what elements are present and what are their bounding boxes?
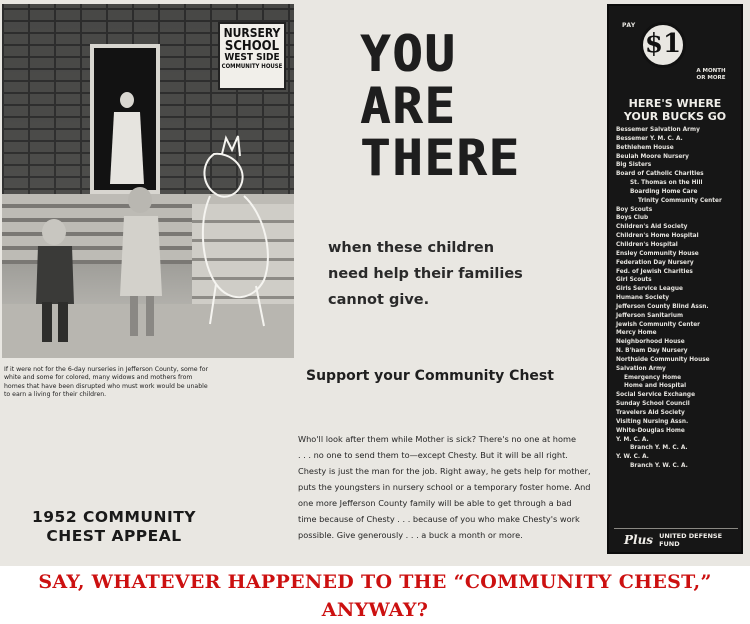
per-line-1: A MONTH	[696, 68, 726, 74]
headline	[360, 25, 540, 187]
subhead-line-2: need help their families	[328, 265, 523, 282]
agency-item: Sunday School Council	[616, 401, 690, 408]
agency-item: Emergency Home	[624, 374, 682, 381]
dollar-coin-icon: $1	[640, 22, 686, 68]
red-caption: SAY, WHATEVER HAPPENED TO THE “COMMUNITY CHEST,” ANYWAY?	[38, 571, 712, 621]
agency-item: Branch Y. W. C. A.	[630, 463, 688, 470]
agency-item: Ensley Community House	[616, 250, 699, 257]
panel-title	[612, 98, 738, 124]
sign-line-2: SCHOOL	[224, 38, 280, 54]
agency-item: Boarding Home Care	[630, 188, 698, 195]
nursery-sign	[218, 22, 286, 90]
agency-item: Jefferson County Blind Assn.	[616, 303, 709, 310]
agency-item: Neighborhood House	[616, 339, 685, 346]
agency-list	[616, 126, 740, 471]
per-line-2: OR MORE	[696, 74, 726, 81]
headline-line-2: ARE	[360, 77, 457, 135]
body-line: one more Jefferson County family will be able to get through a bad	[298, 497, 572, 508]
agency-item: Girl Scouts	[616, 277, 652, 284]
agency-item: Fed. of Jewish Charities	[616, 268, 693, 275]
sign-line-3: WEST SIDE	[224, 52, 280, 64]
agency-item: Boy Scouts	[616, 206, 653, 213]
subhead-line-3: cannot give.	[328, 291, 430, 308]
agency-item: Board of Catholic Charities	[616, 171, 704, 178]
panel-footer	[614, 528, 738, 550]
nursery-photo	[2, 4, 294, 358]
pay-label: PAY	[622, 22, 636, 29]
agency-item: Jefferson Sanitarium	[616, 312, 684, 319]
agency-item: Home and Hospital	[624, 383, 687, 390]
body-line: Who'll look after them while Mother is sick? There's no one at home	[298, 434, 576, 444]
subhead-line-1: when these children	[328, 240, 495, 256]
appeal-line-2: CHEST APPEAL	[46, 526, 182, 545]
agency-item: St. Thomas on the Hill	[630, 180, 703, 187]
plus-label: Plus	[624, 532, 654, 547]
body-line: puts the youngsters in nursery school or a temporary foster home. And	[298, 481, 591, 492]
agency-item: Branch Y. M. C. A.	[630, 445, 688, 452]
panel-title-line-2: YOUR BUCKS GO	[623, 109, 727, 123]
agency-item: Northside Community House	[616, 356, 710, 363]
body-line: Chesty is just the man for the job. Right away, he gets help for mother,	[298, 465, 591, 476]
agency-item: Salvation Army	[616, 365, 666, 372]
agency-item: Jewish Community Center	[616, 321, 701, 328]
appeal-line-1: 1952 COMMUNITY	[31, 508, 197, 526]
defense-fund-label: UNITED DEFENSE FUND	[659, 531, 723, 548]
agency-item: Bessemer Salvation Army	[616, 127, 700, 133]
agency-item: Bessemer Y. M. C. A.	[616, 135, 683, 142]
subheadline	[328, 236, 578, 313]
agency-item: Travelers Aid Society	[616, 410, 685, 416]
agency-item: Y. M. C. A.	[616, 436, 649, 443]
agency-item: Children's Home Hospital	[616, 233, 699, 240]
headline-line-3: THERE	[360, 129, 521, 187]
sign-line-4: COMMUNITY HOUSE	[221, 62, 283, 70]
agency-item: N. B'ham Day Nursery	[616, 348, 688, 355]
sign-line-1: NURSERY	[223, 26, 281, 40]
headline-line-1: YOU	[360, 25, 457, 83]
agency-item: Trinity Community Center	[638, 197, 722, 204]
agency-item: Beulah Moore Nursery	[616, 153, 689, 160]
body-line: . . . no one to send them to—except Chesty. But it will be all right.	[298, 449, 568, 460]
body-line: time because of Chesty . . . because of you who make Chesty's work	[298, 513, 580, 524]
per-month-label	[688, 68, 734, 81]
photo-caption: If it were not for the 6-day nurseries in Jefferson County, some for white and some for colored, many widows and mothers from homes that have been disrupted who must work would be unable to earn a living for their children.	[4, 366, 209, 399]
agency-item: Boys Club	[616, 215, 649, 222]
agency-item: Children's Aid Society	[616, 224, 688, 231]
agency-item: Big Sisters	[616, 162, 652, 169]
agency-item: Federation Day Nursery	[616, 259, 694, 266]
body-copy	[298, 432, 598, 544]
panel-title-line-1: HERE'S WHERE	[628, 97, 722, 110]
agency-item: Humane Society	[616, 295, 670, 302]
appeal-title	[14, 508, 214, 545]
agency-item: Bethlehem House	[616, 144, 674, 151]
agency-item: Visiting Nursing Assn.	[616, 418, 689, 425]
support-slogan: Support your Community Chest	[306, 368, 554, 384]
agency-item: Children's Hospital	[616, 241, 678, 248]
body-line: possible. Give generously . . . a buck a month or more.	[298, 529, 523, 540]
agency-item: White-Douglas Home	[616, 427, 685, 434]
agency-item: Social Service Exchange	[616, 392, 695, 399]
agency-item: Y. W. C. A.	[616, 454, 649, 461]
agency-item: Girls Service League	[616, 286, 683, 293]
agency-item: Mercy Home	[616, 330, 657, 337]
